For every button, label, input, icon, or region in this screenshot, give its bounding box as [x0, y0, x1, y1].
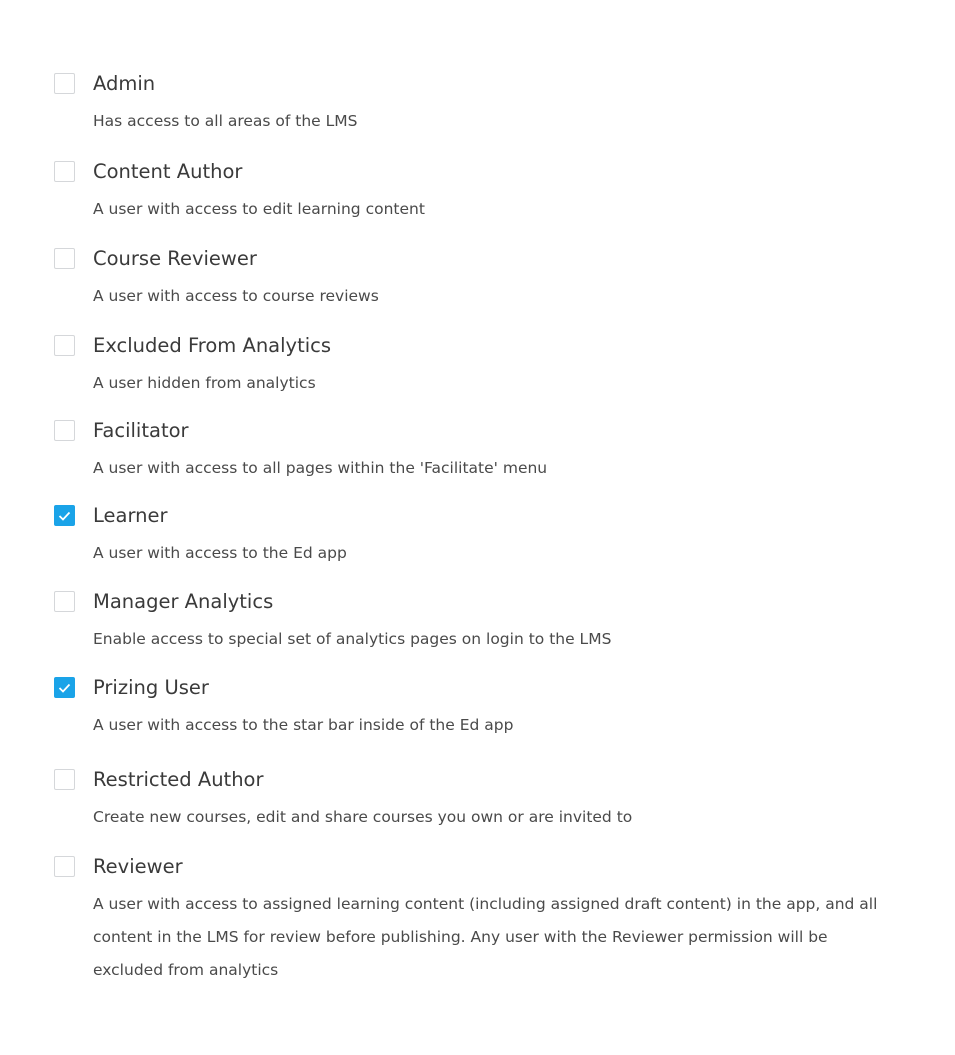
role-title: Learner	[93, 504, 168, 527]
role-description: A user with access to the star bar inside of the Ed app	[93, 716, 514, 734]
role-description: A user with access to course reviews	[93, 287, 379, 305]
role-description: A user hidden from analytics	[93, 374, 316, 392]
role-description: A user with access to edit learning content	[93, 200, 425, 218]
role-description: A user with access to assigned learning content (including assigned draft content) in the app, and all content in the LMS for review before publishing. Any user with the Reviewer permission will be excluded from analytics	[93, 895, 878, 979]
role-learner	[54, 504, 914, 570]
role-title: Facilitator	[93, 419, 189, 442]
role-title: Admin	[93, 72, 156, 95]
checkmark-icon	[58, 683, 71, 693]
role-title: Content Author	[93, 160, 243, 183]
role-excluded-from-analytics	[54, 334, 914, 400]
role-manager-analytics-checkbox[interactable]	[54, 591, 75, 612]
role-title: Course Reviewer	[93, 247, 257, 270]
role-title: Excluded From Analytics	[93, 334, 332, 357]
role-prizing-user-checkbox[interactable]	[54, 677, 75, 698]
role-title: Restricted Author	[93, 768, 264, 791]
role-restricted-author-checkbox[interactable]	[54, 769, 75, 790]
role-prizing-user	[54, 676, 914, 742]
role-facilitator-checkbox[interactable]	[54, 420, 75, 441]
role-description: Enable access to special set of analytics pages on login to the LMS	[93, 630, 612, 648]
role-description: Create new courses, edit and share courses you own or are invited to	[93, 808, 633, 826]
role-description: A user with access to all pages within the 'Facilitate' menu	[93, 459, 548, 477]
role-description: A user with access to the Ed app	[93, 544, 347, 562]
role-restricted-author	[54, 768, 914, 834]
role-title: Prizing User	[93, 676, 209, 699]
role-reviewer-checkbox[interactable]	[54, 856, 75, 877]
role-manager-analytics	[54, 590, 914, 656]
checkmark-icon	[58, 511, 71, 521]
role-description: Has access to all areas of the LMS	[93, 112, 358, 130]
role-content-author	[54, 160, 914, 226]
role-content-author-checkbox[interactable]	[54, 161, 75, 182]
role-title: Manager Analytics	[93, 590, 274, 613]
role-admin-checkbox[interactable]	[54, 73, 75, 94]
role-admin	[54, 72, 914, 138]
role-excluded-from-analytics-checkbox[interactable]	[54, 335, 75, 356]
role-facilitator	[54, 419, 914, 485]
role-course-reviewer-checkbox[interactable]	[54, 248, 75, 269]
role-title: Reviewer	[93, 855, 183, 878]
role-learner-checkbox[interactable]	[54, 505, 75, 526]
role-reviewer	[54, 855, 914, 987]
role-course-reviewer	[54, 247, 914, 313]
